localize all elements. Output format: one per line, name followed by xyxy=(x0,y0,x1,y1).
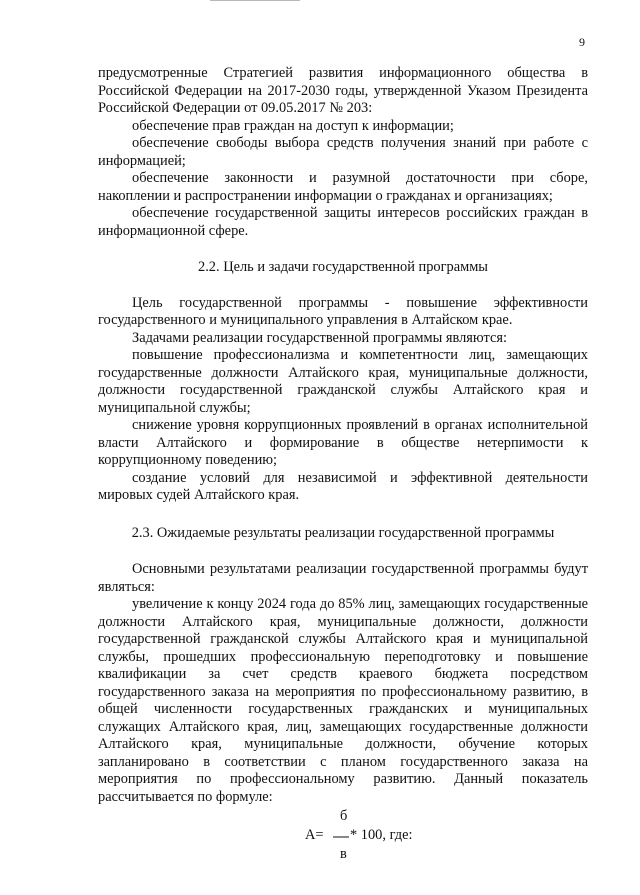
intro-item: обеспечение государственной защиты интересов российских граждан в информационной сфере. xyxy=(98,205,588,239)
formula-numerator: б xyxy=(340,808,348,824)
formula xyxy=(98,808,588,864)
formula-denominator: в xyxy=(340,846,347,862)
formula-left-side: А= xyxy=(305,827,324,843)
formula-right-side: * 100, где: xyxy=(350,827,413,843)
top-divider-line xyxy=(210,0,300,1)
intro-item: обеспечение законности и разумной достаточности при сборе, накоплении и распространении информации о гражданах и организациях; xyxy=(98,170,588,204)
document-body xyxy=(98,65,588,864)
section-heading-2-2: 2.2. Цель и задачи государственной программы xyxy=(198,259,488,275)
result-item: увеличение к концу 2024 года до 85% лиц, замещающих государственные должности Алтайского края, муниципальные должности, должности государственной гражданской службы Алтайского края и муниципальной службы, прошедших профессиональную переподготовку и повышение квалификации за счет средств краевого бюджета посредством государственного заказа на мероприятия по профессиональному развитию, в общей численности государственных гражданских и муниципальных служащих Алтайского края, лиц, замещающих государственные должности Алтайского края, муниципальные должности, обучение которых запланировано в соответствии с планом государственного заказа на мероприятия по профессиональному развитию. Данный показатель рассчитывается по формуле: xyxy=(98,596,588,805)
section-heading-2-3: 2.3. Ожидаемые результаты реализации государственной программы xyxy=(131,524,555,541)
task-item: снижение уровня коррупционных проявлений в органах исполнительной власти Алтайского и формирование в обществе нетерпимости к коррупционному поведению; xyxy=(98,417,588,468)
fraction-bar xyxy=(333,835,349,839)
goal-paragraph: Цель государственной программы - повышение эффективности государственного и муниципального управления в Алтайском крае. xyxy=(98,294,588,328)
task-item: создание условий для независимой и эффективной деятельности мировых судей Алтайского края. xyxy=(98,469,588,503)
results-intro: Основными результатами реализации государственной программы будут являться: xyxy=(98,561,588,595)
page-number: 9 xyxy=(579,35,585,49)
intro-item: обеспечение свободы выбора средств получения знаний при работе с информацией; xyxy=(98,135,588,169)
task-item: повышение профессионализма и компетентности лиц, замещающих государственные должности Алтайского края, муниципальные должности, должности государственной гражданской службы Алтайского края и муниципальной службы; xyxy=(98,347,588,416)
intro-paragraph: предусмотренные Стратегией развития информационного общества в Российской Федерации на 2017-2030 годы, утвержденной Указом Президента Российской Федерации от 09.05.2017 № 203: xyxy=(98,65,588,116)
tasks-intro: Задачами реализации государственной программы являются: xyxy=(132,329,507,346)
intro-item: обеспечение прав граждан на доступ к информации; xyxy=(132,117,454,134)
